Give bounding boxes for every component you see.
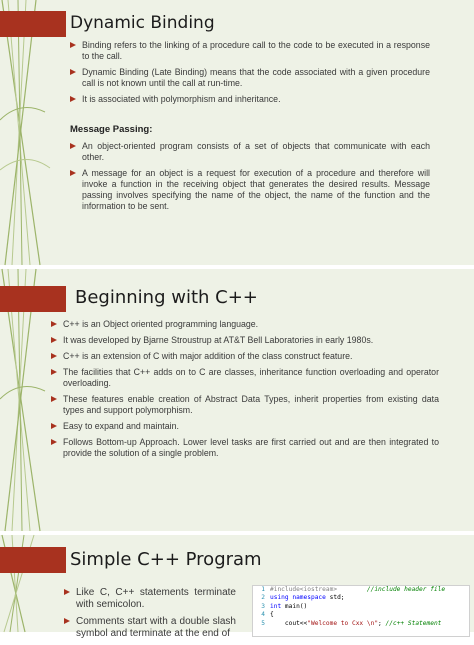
list-item: The facilities that C++ adds on to C are classes, inheritance function overloading and operator overloading. [63, 367, 439, 389]
bullet-arrow-icon [51, 321, 57, 327]
bullet-arrow-icon [64, 618, 70, 624]
list-item: An object-oriented program consists of a set of objects that communicate with each other. [82, 141, 430, 163]
title-accent-bar [0, 11, 66, 37]
slide-title: Dynamic Binding [70, 13, 215, 33]
slide-dynamic-binding [0, 0, 474, 265]
list-item: Comments start with a double slash symbol and terminate at the end of [76, 616, 236, 640]
bullet-list [63, 319, 439, 464]
bullet-arrow-icon [70, 143, 76, 149]
bullet-list [82, 40, 430, 110]
list-item: It was developed by Bjarne Stroustrup at AT&T Bell Laboratories in early 1980s. [63, 335, 439, 346]
list-item: Dynamic Binding (Late Binding) means that the code associated with a given procedure call is not known until the call at run-time. [82, 67, 430, 89]
list-item: These features enable creation of Abstract Data Types, inherit properties from existing data types and support polymorphism. [63, 394, 439, 416]
bullet-arrow-icon [51, 423, 57, 429]
bullet-arrow-icon [70, 170, 76, 176]
code-line: 3 int main() [261, 602, 308, 610]
list-item: Follows Bottom-up Approach. Lower level tasks are first carried out and are then integrated to provide the solution of a single problem. [63, 437, 439, 459]
bullet-arrow-icon [64, 589, 70, 595]
slide-title: Simple C++ Program [70, 549, 262, 570]
code-line: 1 #include<iostream> //include header file [261, 586, 446, 593]
bullet-arrow-icon [70, 96, 76, 102]
slide-beginning-cpp [0, 269, 474, 531]
bullet-arrow-icon [70, 69, 76, 75]
bullet-arrow-icon [51, 369, 57, 375]
list-item: Binding refers to the linking of a procedure call to the code to be executed in a response to the call. [82, 40, 430, 62]
bullet-arrow-icon [51, 353, 57, 359]
list-item: It is associated with polymorphism and inheritance. [82, 94, 430, 105]
subheading-message-passing: Message Passing: [70, 124, 153, 135]
bullet-arrow-icon [51, 439, 57, 445]
title-accent-bar [0, 547, 66, 573]
list-item: C++ is an Object oriented programming language. [63, 319, 439, 330]
slide-title: Beginning with C++ [75, 287, 258, 308]
bullet-arrow-icon [70, 42, 76, 48]
list-item: C++ is an extension of C with major addition of the class construct feature. [63, 351, 439, 362]
code-line: 5 cout<<"Welcome to Cxx \n"; //c++ Statement [261, 619, 442, 627]
bullet-arrow-icon [51, 337, 57, 343]
list-item: A message for an object is a request for execution of a procedure and therefore will invoke a function in the receiving object that generates the desired results. Message passing involves specifying the name of the object, the name of the function and the information to be sent. [82, 168, 430, 212]
bullet-arrow-icon [51, 396, 57, 402]
code-line: 4 { [261, 611, 274, 619]
list-item: Like C, C++ statements terminate with semicolon. [76, 587, 236, 611]
bullet-list [76, 587, 236, 645]
sub-bullet-list [82, 141, 430, 217]
list-item: Easy to expand and maintain. [63, 421, 439, 432]
slide-simple-cpp-program [0, 535, 474, 639]
code-snippet [252, 585, 470, 637]
code-line: 2 using namespace std; [261, 594, 345, 602]
leaf-decoration [0, 0, 60, 265]
title-accent-bar [0, 286, 66, 312]
